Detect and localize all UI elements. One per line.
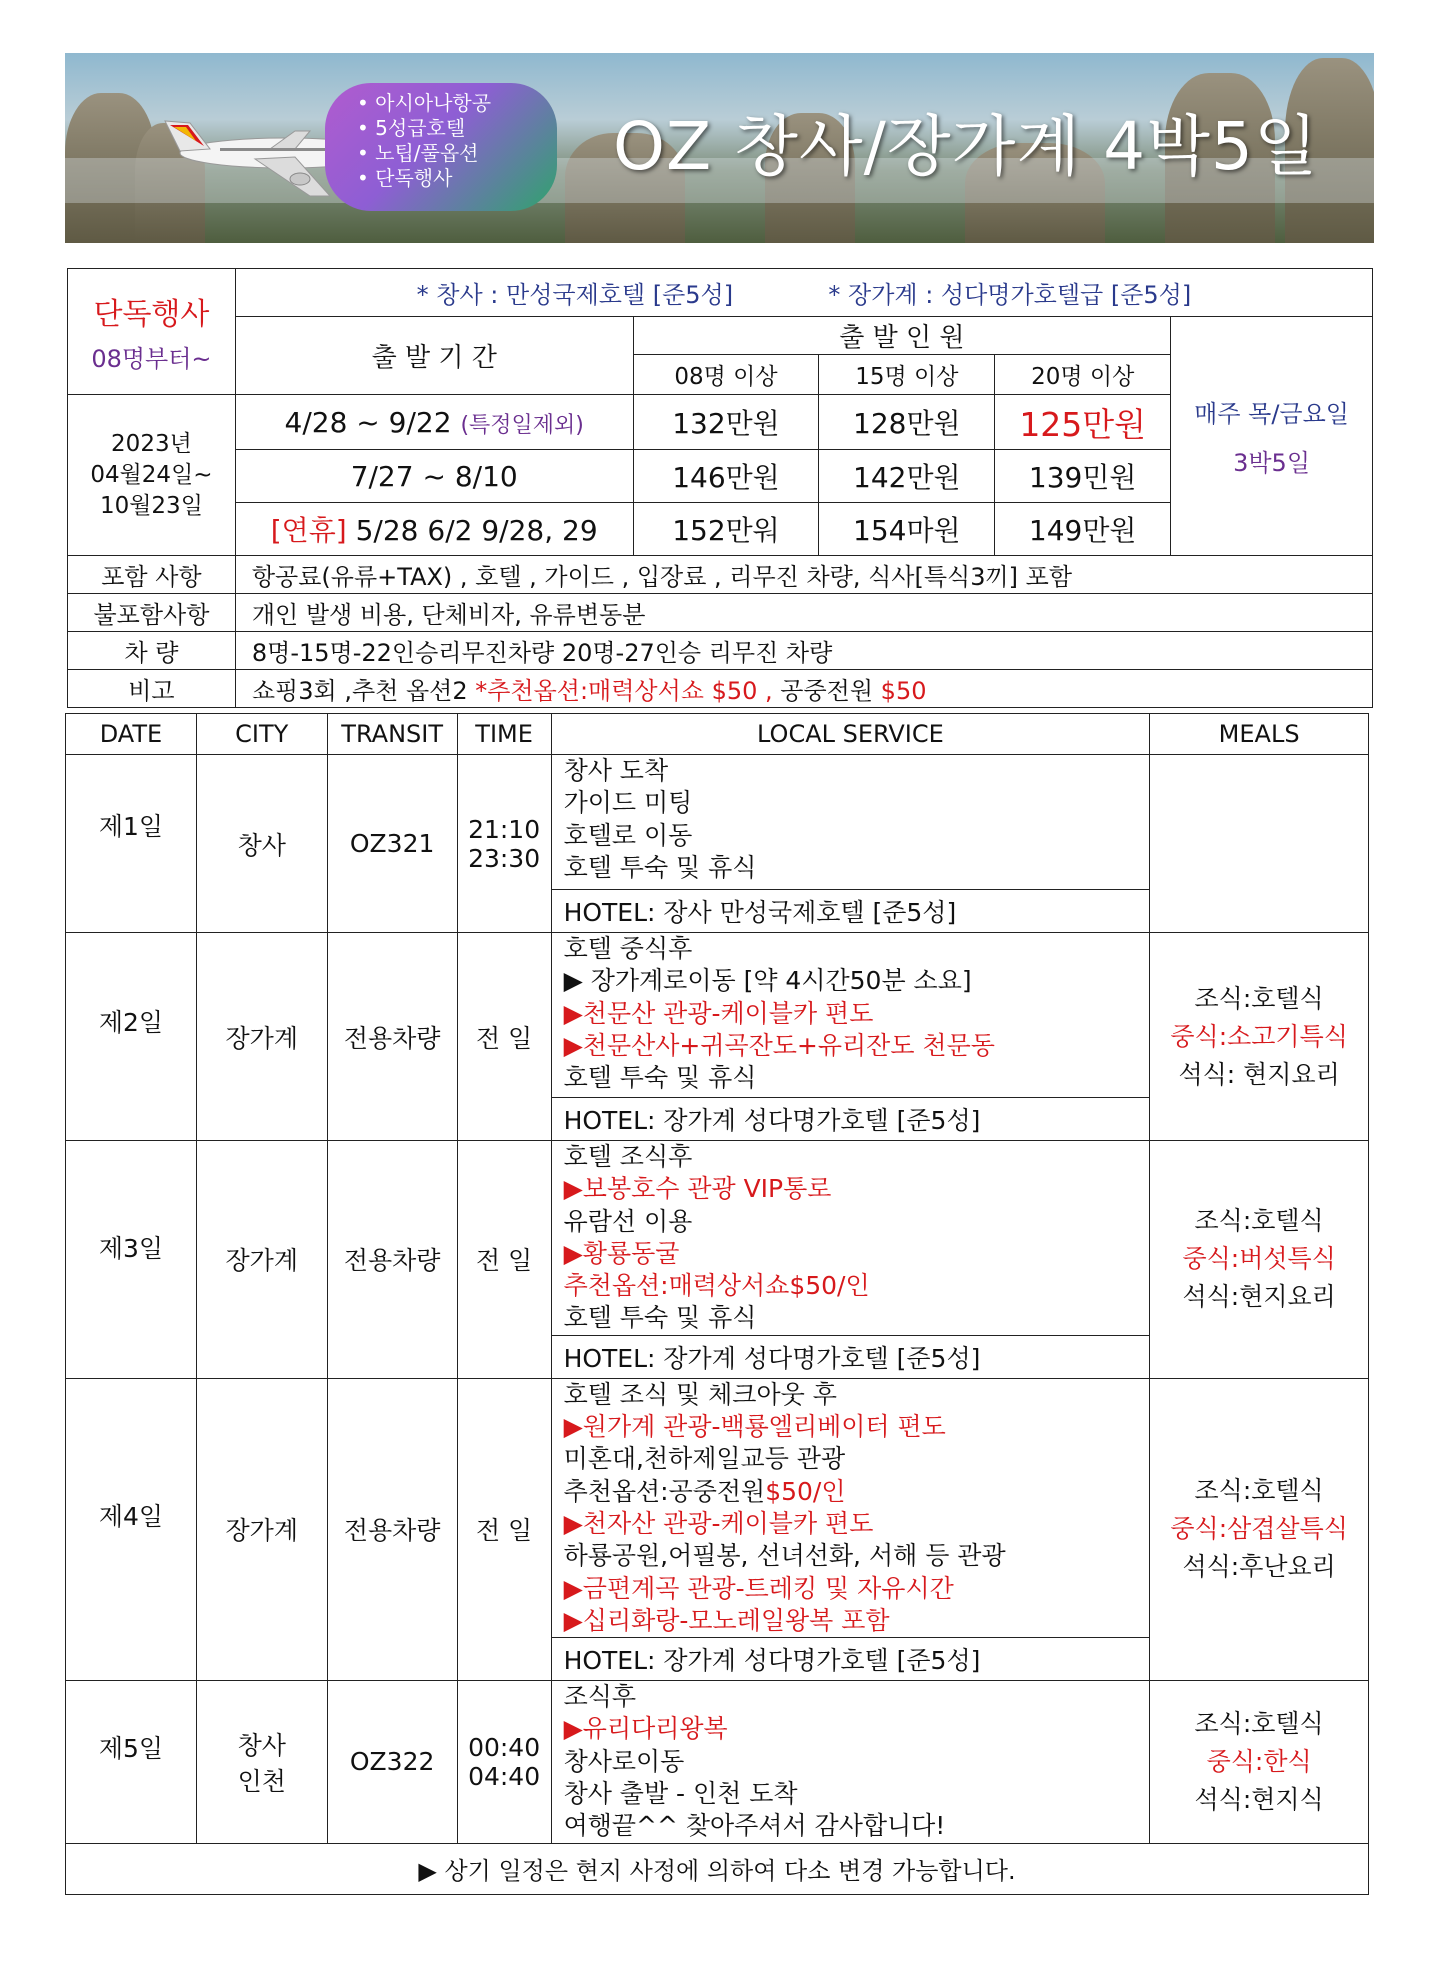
period-text: 5/28 6/2 9/28, 29	[355, 514, 598, 547]
feature-item: • 단독행사	[357, 166, 557, 191]
service-line	[564, 1030, 1138, 1062]
service-text: ▶ 장가계로이동 [약 4시간50분 소요]	[563, 966, 972, 996]
service-line	[564, 1062, 1138, 1094]
meals-cell	[1150, 1681, 1369, 1843]
time-value: 전 일	[475, 1023, 533, 1053]
holiday-tag: [연휴]	[270, 514, 347, 547]
meal-lunch: 중식:소고기특식	[1170, 1021, 1348, 1051]
city-name: 장가계	[225, 1516, 298, 1546]
price-cell: 146만원	[633, 450, 819, 503]
city-cell	[196, 1681, 327, 1843]
price-cell: 149만원	[995, 503, 1171, 556]
excluded-value: 개인 발생 비용, 단체비자, 유류변동분	[235, 594, 1372, 632]
group-header-08: 08명 이상	[633, 355, 819, 395]
itinerary-day-row	[66, 1141, 1369, 1336]
time-cell	[457, 1681, 551, 1843]
meal-breakfast: 조식:호텔식	[1194, 1206, 1324, 1236]
day-label: 제3일	[98, 1234, 164, 1263]
city-name: 장가계	[225, 1246, 298, 1276]
min-people-label: 08명부터~	[91, 345, 212, 373]
city-cell	[196, 1378, 327, 1680]
people-header: 출 발 인 원	[633, 317, 1171, 355]
service-line	[564, 1173, 1138, 1205]
hotel-cell: HOTEL: 장가계 성다명가호텔 [준5성]	[551, 1335, 1150, 1378]
service-text: ▶보봉호수 관광 VIP통로	[563, 1174, 832, 1204]
service-text: 추천옵션:공중전원	[563, 1476, 766, 1506]
service-line	[564, 1605, 1138, 1637]
meal-dinner: 석식:후난요리	[1182, 1552, 1336, 1582]
service-line	[564, 1206, 1138, 1238]
price-cell: 142만원	[819, 450, 995, 503]
service-line	[564, 1443, 1138, 1475]
remarks-price: $50	[880, 677, 927, 705]
service-line	[564, 965, 1138, 997]
price-cell: 139민원	[995, 450, 1171, 503]
itinerary-header-row	[66, 714, 1369, 755]
feature-item: • 5성급호텔	[357, 116, 557, 141]
hotel-zhangjiajie: * 장가계 : 성다명가호텔급 [준5성]	[828, 281, 1192, 309]
itinerary-table	[65, 713, 1369, 1895]
remarks-text: 공중전원	[780, 677, 881, 705]
time-value: 23:30	[468, 843, 541, 873]
private-tour-label: 단독행사	[93, 297, 210, 332]
service-text: 호텔 투숙 및 휴식	[563, 1303, 757, 1333]
service-text: 가이드 미팅	[563, 788, 693, 818]
local-service-cell	[551, 1141, 1150, 1336]
service-line	[564, 998, 1138, 1030]
footer-note: ▶ 상기 일정은 현지 사정에 의하여 다소 변경 가능합니다.	[66, 1843, 1369, 1894]
service-text: 창사로이동	[563, 1746, 685, 1776]
remarks-value	[235, 670, 1372, 708]
meal-lunch: 중식:버섯특식	[1182, 1244, 1336, 1274]
period-text: 4/28 ~ 9/22	[284, 405, 452, 439]
time-value: 21:10	[468, 814, 541, 844]
footer-row	[66, 1843, 1369, 1894]
date-range-line: 10월23일	[99, 492, 203, 519]
time-value: 전 일	[475, 1246, 533, 1276]
itinerary-day-row	[66, 1681, 1369, 1843]
itinerary-day-row	[66, 933, 1369, 1098]
vehicle-value: 8명-15명-22인승리무진차량 20명-27인승 리무진 차량	[235, 632, 1372, 670]
service-text: ▶황룡동굴	[563, 1238, 680, 1268]
day-label: 제4일	[98, 1501, 164, 1531]
day-label-cell	[66, 755, 197, 933]
service-text: 유람선 이용	[563, 1206, 693, 1236]
service-line	[564, 852, 1138, 884]
hotel-cell: HOTEL: 장가계 성다명가호텔 [준5성]	[551, 1638, 1150, 1681]
service-text: 호텔 투숙 및 휴식	[563, 1063, 757, 1093]
service-text: 창사 출발 - 인천 도착	[563, 1779, 798, 1809]
transit-cell: 전용차량	[327, 1141, 457, 1379]
service-line	[564, 1810, 1138, 1842]
service-line	[564, 1379, 1138, 1411]
included-value: 항공료(유류+TAX) , 호텔 , 가이드 , 입장료 , 리무진 차량, 식사[특식3끼] 포함	[235, 556, 1372, 594]
price-cell: 152만워	[633, 503, 819, 556]
local-service-cell	[551, 755, 1150, 890]
service-line	[564, 1778, 1138, 1810]
remarks-label: 비고	[68, 670, 236, 708]
remarks-option: *추천옵션:매력상서쇼 $50 ,	[475, 677, 781, 705]
time-cell	[457, 1141, 551, 1379]
col-header-city: CITY	[196, 714, 327, 755]
meal-lunch: 중식:한식	[1206, 1746, 1312, 1776]
service-line	[564, 1411, 1138, 1443]
transit-cell: 전용차량	[327, 933, 457, 1141]
service-text: 미혼대,천하제일교등 관광	[563, 1444, 846, 1474]
price-cell-highlight: 125만원	[995, 395, 1171, 450]
time-cell	[457, 933, 551, 1141]
price-cell: 132만원	[633, 395, 819, 450]
hotel-info-row	[235, 269, 1372, 317]
col-header-transit: TRANSIT	[327, 714, 457, 755]
feature-item: • 노팁/풀옵션	[357, 141, 557, 166]
group-header-20: 20명 이상	[995, 355, 1171, 395]
city-cell	[196, 933, 327, 1141]
hotel-cell: HOTEL: 장가계 성다명가호텔 [준5성]	[551, 1098, 1150, 1141]
schedule-days: 매주 목/금요일	[1194, 400, 1349, 428]
service-line	[564, 787, 1138, 819]
service-text: 조식후	[563, 1682, 637, 1712]
price-period-2: 7/27 ~ 8/10	[235, 450, 633, 503]
day-label: 제2일	[98, 1008, 164, 1037]
col-header-time: TIME	[457, 714, 551, 755]
service-text: 호텔 투숙 및 휴식	[563, 852, 757, 882]
time-value: 04:40	[468, 1761, 541, 1791]
price-cell: 128만원	[819, 395, 995, 450]
service-text: ▶천문산사+귀곡잔도+유리잔도 천문동	[563, 1030, 995, 1060]
meal-dinner: 석식:현지요리	[1182, 1282, 1336, 1312]
service-text: 호텔 조식 및 체크아웃 후	[563, 1379, 837, 1409]
city-name: 장가계	[225, 1023, 298, 1053]
time-value: 전 일	[475, 1516, 533, 1546]
meal-dinner: 석식:현지식	[1194, 1784, 1324, 1814]
service-text: 추천옵션:매력상서쇼$50/인	[563, 1271, 870, 1301]
period-header: 출 발 기 간	[235, 317, 633, 395]
price-period-1	[235, 395, 633, 450]
service-text: 창사 도착	[563, 756, 669, 785]
time-value: 00:40	[468, 1732, 541, 1762]
service-line	[564, 755, 1138, 787]
service-text: ▶원가계 관광-백룡엘리베이터 편도	[563, 1412, 946, 1442]
city-name: 창사	[237, 1730, 286, 1760]
day-label-cell	[66, 1681, 197, 1843]
meal-lunch: 중식:삼겹살특식	[1170, 1514, 1348, 1544]
price-info-table	[67, 268, 1373, 708]
meal-breakfast: 조식:호텔식	[1194, 1476, 1324, 1506]
col-header-meals: MEALS	[1150, 714, 1369, 755]
included-label: 포함 사항	[68, 556, 236, 594]
meals-cell	[1150, 933, 1369, 1141]
service-line	[564, 1270, 1138, 1302]
city-name: 창사	[237, 830, 286, 860]
itinerary-day-row	[66, 755, 1369, 890]
meal-breakfast: 조식:호텔식	[1194, 983, 1324, 1013]
feature-item: • 아시아나항공	[357, 91, 557, 116]
date-range-line: 04월24일~	[90, 461, 213, 488]
schedule-cell	[1171, 317, 1373, 556]
hotel-cell: HOTEL: 장사 만성국제호텔 [준5성]	[551, 890, 1150, 933]
price-cell: 154마원	[819, 503, 995, 556]
vehicle-label: 차 량	[68, 632, 236, 670]
service-line	[564, 1540, 1138, 1572]
excluded-label: 불포함사항	[68, 594, 236, 632]
city-cell	[196, 1141, 327, 1379]
service-text: ▶유리다리왕복	[563, 1714, 728, 1744]
service-text: ▶천자산 관광-케이블카 편도	[563, 1508, 874, 1538]
city-name: 인천	[237, 1766, 286, 1796]
col-header-date: DATE	[66, 714, 197, 755]
meal-dinner: 석식: 현지요리	[1178, 1059, 1340, 1089]
group-header-15: 15명 이상	[819, 355, 995, 395]
service-text: 호텔 중식후	[563, 934, 693, 963]
service-line	[564, 1476, 1138, 1508]
service-line	[564, 1746, 1138, 1778]
hotel-changsha: * 창사 : 만성국제호텔 [준5성]	[416, 281, 734, 309]
remarks-text: 쇼핑3회 ,추천 옵션2	[251, 677, 476, 705]
schedule-nights: 3박5일	[1233, 449, 1311, 477]
meals-cell	[1150, 755, 1369, 933]
service-line	[564, 1573, 1138, 1605]
day-label-cell	[66, 1378, 197, 1680]
local-service-cell	[551, 1681, 1150, 1843]
service-line	[564, 1302, 1138, 1334]
service-text: ▶천문산 관광-케이블카 편도	[563, 998, 874, 1028]
service-line	[564, 1713, 1138, 1745]
transit-cell: 전용차량	[327, 1378, 457, 1680]
local-service-cell	[551, 1378, 1150, 1637]
day-label-cell	[66, 1141, 197, 1379]
transit-cell: OZ322	[327, 1681, 457, 1843]
meal-breakfast: 조식:호텔식	[1194, 1708, 1324, 1738]
meals-cell	[1150, 1141, 1369, 1379]
day-label: 제5일	[98, 1734, 164, 1764]
date-range-line: 2023년	[111, 430, 192, 457]
service-text: 호텔 조식후	[563, 1142, 693, 1171]
service-text: 여행끝^^ 찾아주셔서 감사합니다!	[563, 1811, 946, 1841]
private-tour-cell	[68, 269, 236, 395]
period-note: (특정일제외)	[460, 412, 584, 438]
meals-cell	[1150, 1378, 1369, 1680]
service-line	[564, 1681, 1138, 1713]
date-range-cell	[68, 395, 236, 556]
time-cell	[457, 1378, 551, 1680]
service-line	[564, 933, 1138, 965]
service-text: 호텔로 이동	[563, 820, 693, 850]
local-service-cell	[551, 933, 1150, 1098]
service-line	[564, 1141, 1138, 1173]
service-price: $50/인	[765, 1476, 846, 1506]
day-label: 제1일	[98, 812, 164, 841]
service-line	[564, 820, 1138, 852]
feature-list	[325, 83, 557, 211]
service-text: ▶금편계곡 관광-트레킹 및 자유시간	[563, 1573, 954, 1603]
itinerary-day-row	[66, 1378, 1369, 1637]
service-text: ▶십리화랑-모노레일왕복 포함	[563, 1605, 890, 1635]
header-banner	[65, 53, 1374, 243]
time-cell	[457, 755, 551, 933]
service-line	[564, 1508, 1138, 1540]
page-title: OZ 창사/장가계 4박5일	[613, 108, 1319, 185]
price-period-3	[235, 503, 633, 556]
transit-cell: OZ321	[327, 755, 457, 933]
service-text: 하룡공원,어필봉, 선녀선화, 서해 등 관광	[563, 1541, 1006, 1571]
col-header-service: LOCAL SERVICE	[551, 714, 1150, 755]
city-cell	[196, 755, 327, 933]
service-line	[564, 1238, 1138, 1270]
day-label-cell	[66, 933, 197, 1141]
